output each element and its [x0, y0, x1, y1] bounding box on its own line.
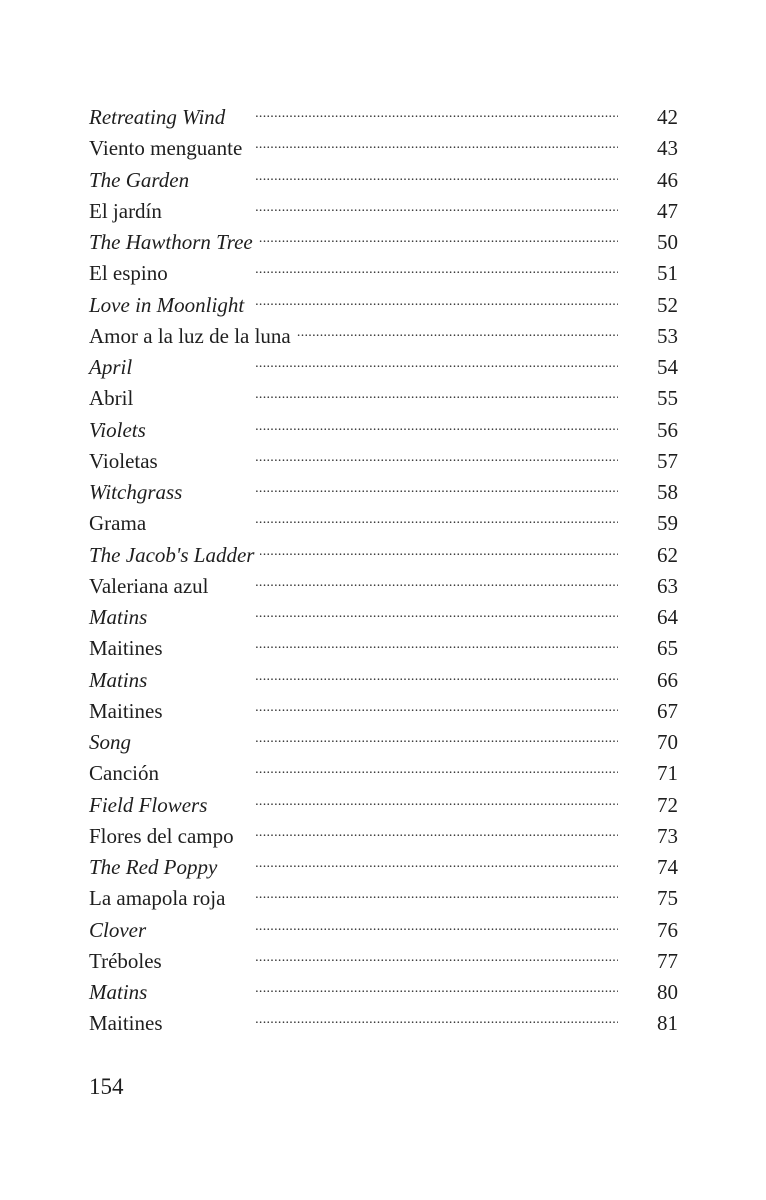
toc-entry — [89, 1008, 678, 1039]
dot-leader — [195, 166, 618, 187]
dot-leader — [138, 353, 618, 374]
dot-leader — [250, 291, 618, 312]
toc-entry-page-number: 67 — [657, 698, 678, 723]
dot-leader — [215, 572, 618, 593]
toc-entry-page-number: 54 — [657, 355, 678, 379]
dot-leader — [137, 728, 618, 749]
toc-entry-page-number: 65 — [657, 636, 678, 661]
toc-entry-title: La amapola roja — [89, 886, 226, 911]
dot-leader — [152, 416, 618, 437]
toc-entry-page-number: 70 — [657, 730, 678, 754]
toc-entry — [89, 415, 678, 446]
dot-leader — [223, 853, 618, 874]
dot-leader — [169, 634, 619, 655]
toc-entry-page-number: 62 — [657, 542, 678, 567]
toc-entry — [89, 758, 678, 789]
toc-entry — [89, 321, 678, 352]
toc-entry — [89, 915, 678, 946]
toc-entry — [89, 571, 678, 602]
toc-entry — [89, 883, 678, 914]
toc-entry-title: Witchgrass — [89, 480, 183, 504]
dot-leader — [168, 197, 618, 218]
dot-leader — [153, 666, 618, 687]
toc-entry-page-number: 51 — [657, 261, 678, 286]
toc-entry — [89, 290, 678, 321]
dot-leader — [297, 322, 618, 343]
toc-entry-title: Violetas — [89, 448, 158, 473]
toc-entry-page-number: 72 — [657, 792, 678, 817]
toc-entry — [89, 790, 678, 821]
toc-entry-page-number: 64 — [657, 605, 678, 629]
toc-entry — [89, 352, 678, 383]
dot-leader — [164, 447, 618, 468]
toc-entry — [89, 508, 678, 539]
toc-entry-title: Matins — [89, 980, 148, 1004]
toc-entry-title: The Hawthorn Tree — [89, 230, 253, 254]
toc-entry — [89, 852, 678, 883]
toc-entry-page-number: 63 — [657, 573, 678, 598]
toc-entry — [89, 633, 678, 664]
dot-leader — [152, 509, 618, 530]
toc-entry-page-number: 73 — [657, 823, 678, 848]
toc-entry-title: Maitines — [89, 636, 163, 661]
toc-entry-page-number: 43 — [657, 136, 678, 161]
toc-entry — [89, 165, 678, 196]
toc-entry — [89, 196, 678, 227]
toc-entry-title: Retreating Wind — [89, 105, 226, 129]
toc-entry — [89, 665, 678, 696]
toc-entry-page-number: 80 — [657, 980, 678, 1004]
toc-entry-page-number: 75 — [657, 886, 678, 911]
toc-entry-title: April — [89, 355, 133, 379]
toc-entry-title: Maitines — [89, 698, 163, 723]
toc-entry-title: Canción — [89, 761, 159, 786]
toc-entry — [89, 227, 678, 258]
dot-leader — [231, 103, 618, 124]
toc-entry-page-number: 42 — [657, 105, 678, 129]
toc-entry-title: Abril — [89, 386, 134, 411]
toc-entry — [89, 696, 678, 727]
toc-entry-page-number: 47 — [657, 198, 678, 223]
dot-leader — [169, 697, 619, 718]
toc-entry — [89, 540, 678, 571]
page-number: 154 — [89, 1074, 124, 1099]
toc-entry-page-number: 53 — [657, 323, 678, 348]
toc-entry-title: Grama — [89, 511, 147, 536]
dot-leader — [260, 541, 618, 562]
toc-entry-title: The Jacob's Ladder — [89, 542, 255, 567]
dot-leader — [248, 134, 618, 155]
dot-leader — [153, 603, 618, 624]
toc-entry — [89, 727, 678, 758]
toc-entry-title: Maitines — [89, 1011, 163, 1036]
toc-entry — [89, 446, 678, 477]
dot-leader — [174, 259, 618, 280]
table-of-contents — [89, 102, 678, 1040]
dot-leader — [231, 884, 618, 905]
toc-entry-title: Valeriana azul — [89, 573, 209, 598]
dot-leader — [165, 759, 618, 780]
toc-entry-title: Love in Moonlight — [89, 292, 245, 317]
toc-entry — [89, 102, 678, 133]
toc-entry-title: The Red Poppy — [89, 855, 218, 879]
toc-entry-title: El jardín — [89, 198, 162, 223]
toc-entry-page-number: 56 — [657, 417, 678, 442]
toc-entry-page-number: 81 — [657, 1011, 678, 1036]
toc-entry-title: El espino — [89, 261, 168, 286]
dot-leader — [153, 978, 618, 999]
toc-entry-page-number: 71 — [657, 761, 678, 786]
toc-entry-title: Amor a la luz de la luna — [89, 323, 291, 348]
dot-leader — [240, 822, 618, 843]
toc-entry-page-number: 74 — [657, 855, 678, 879]
dot-leader — [259, 228, 618, 249]
toc-entry — [89, 383, 678, 414]
toc-entry — [89, 946, 678, 977]
toc-entry-title: Matins — [89, 667, 148, 692]
toc-entry — [89, 821, 678, 852]
dot-leader — [139, 384, 618, 405]
dot-leader — [213, 791, 618, 812]
toc-entry-page-number: 55 — [657, 386, 678, 411]
toc-entry-page-number: 76 — [657, 917, 678, 942]
toc-entry-title: Clover — [89, 917, 147, 942]
toc-entry-page-number: 57 — [657, 448, 678, 473]
toc-entry-title: Viento menguante — [89, 136, 243, 161]
toc-entry — [89, 977, 678, 1008]
toc-entry-title: Matins — [89, 605, 148, 629]
toc-entry-page-number: 50 — [657, 230, 678, 254]
toc-entry — [89, 133, 678, 164]
dot-leader — [152, 916, 618, 937]
toc-entry-title: Tréboles — [89, 948, 162, 973]
dot-leader — [188, 478, 618, 499]
toc-entry-page-number: 46 — [657, 167, 678, 192]
dot-leader — [169, 1009, 619, 1030]
toc-entry — [89, 477, 678, 508]
toc-entry-title: The Garden — [89, 167, 190, 192]
toc-entry — [89, 602, 678, 633]
toc-entry-title: Flores del campo — [89, 823, 234, 848]
toc-entry — [89, 258, 678, 289]
toc-entry-title: Violets — [89, 417, 146, 442]
toc-entry-page-number: 59 — [657, 511, 678, 536]
toc-entry-page-number: 77 — [657, 948, 678, 973]
toc-entry-title: Field Flowers — [89, 792, 208, 817]
dot-leader — [168, 947, 618, 968]
toc-entry-page-number: 66 — [657, 667, 678, 692]
toc-entry-page-number: 52 — [657, 292, 678, 317]
toc-entry-page-number: 58 — [657, 480, 678, 504]
toc-entry-title: Song — [89, 730, 131, 754]
